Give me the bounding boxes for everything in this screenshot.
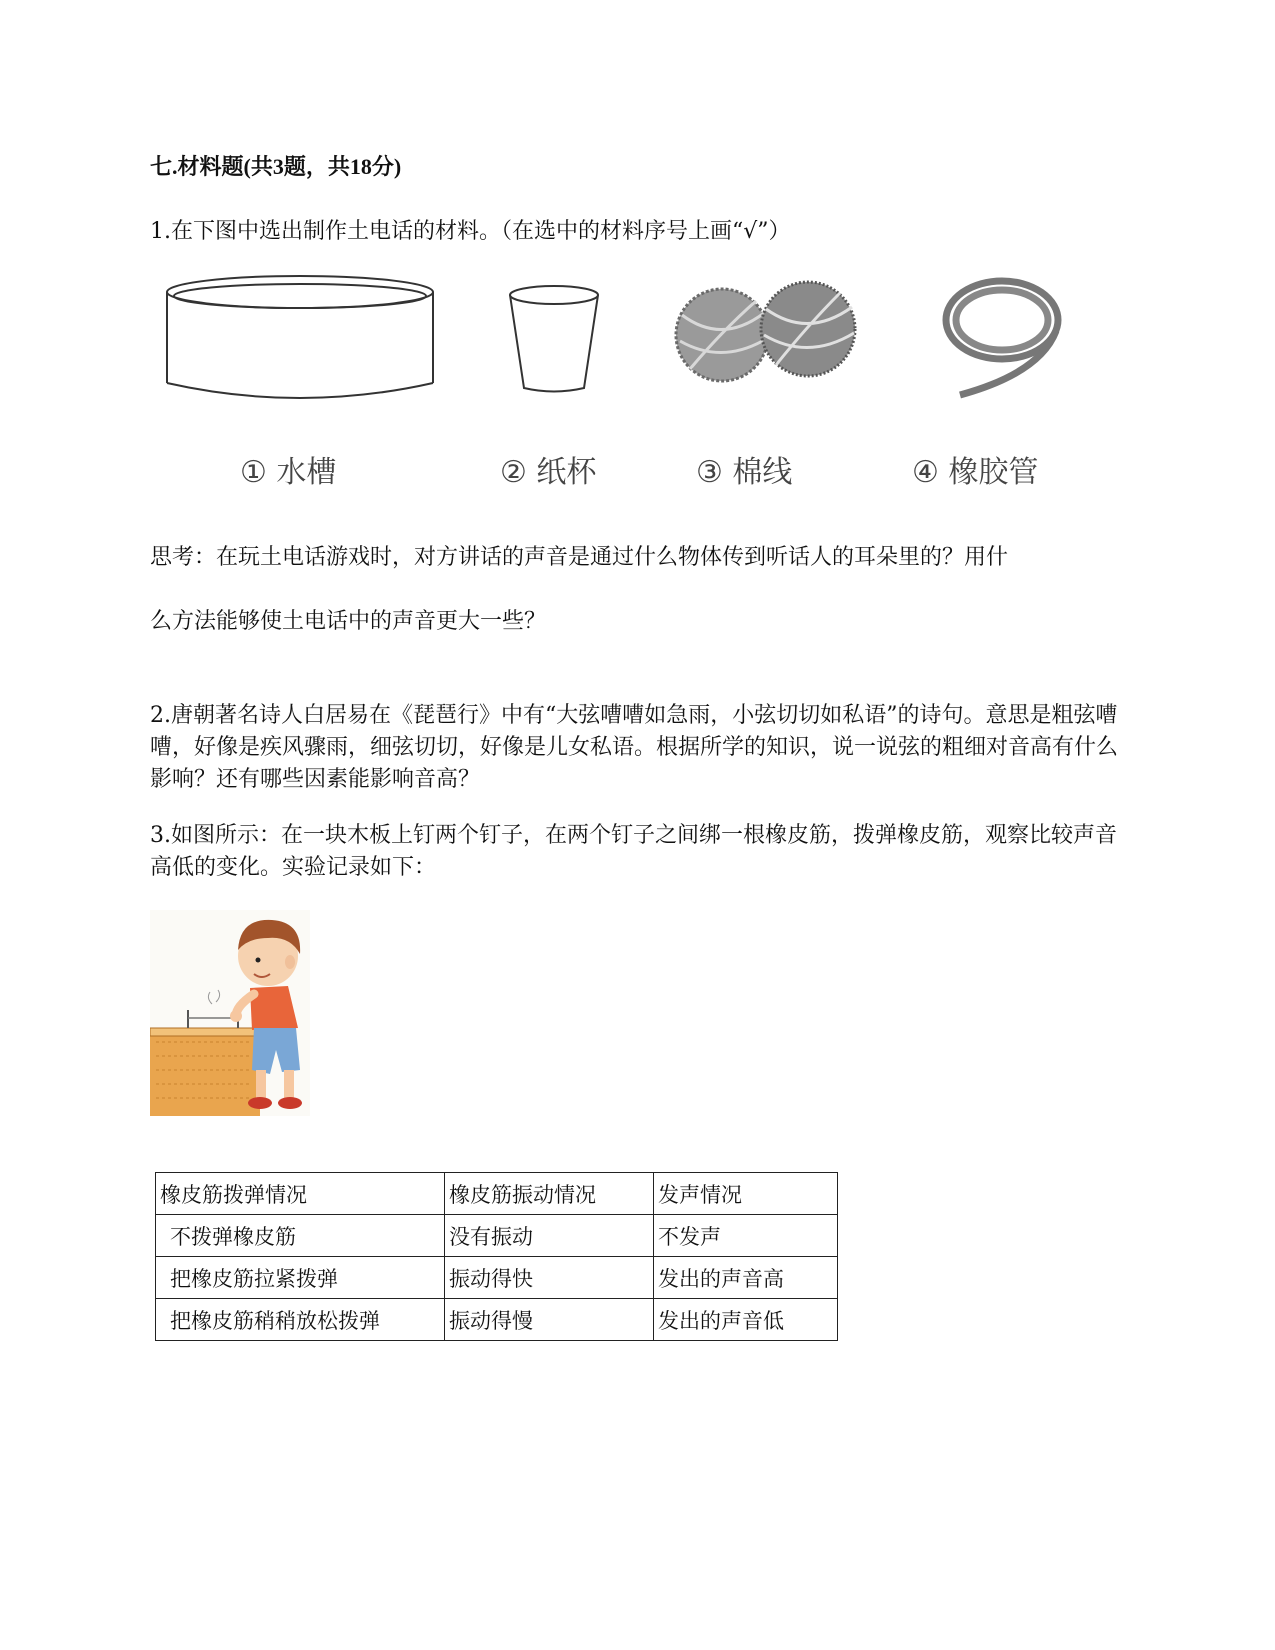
table-header-cell: 发声情况: [654, 1173, 838, 1215]
material-label-1: ① 水槽: [240, 455, 337, 490]
table-cell: 把橡皮筋拉紧拨弹: [156, 1257, 445, 1299]
cotton-thread-icon: [676, 282, 855, 381]
question-2-text: 2.唐朝著名诗人白居易在《琵琶行》中有“大弦嘈嘈如急雨，小弦切切如私语”的诗句。意思是粗弦嘈嘈，好像是疾风骤雨，细弦切切，好像是儿女私语。根据所学的知识，说一说弦的粗细对音高有什么影响？还有哪些因素能影响音高？: [150, 703, 1119, 792]
materials-figure: [160, 265, 1120, 415]
table-cell: 不发声: [654, 1215, 838, 1257]
table-cell: 振动得快: [445, 1257, 654, 1299]
table-cell: 发出的声音低: [654, 1299, 838, 1341]
table-cell: 振动得慢: [445, 1299, 654, 1341]
material-label-4: ④ 橡胶管: [912, 455, 1039, 490]
table-cell: 没有振动: [445, 1215, 654, 1257]
table-cell: 不拨弹橡皮筋: [156, 1215, 445, 1257]
table-header-cell: 橡皮筋拨弹情况: [156, 1173, 445, 1215]
material-label-3: ③ 棉线: [696, 455, 793, 490]
table-header-cell: 橡皮筋振动情况: [445, 1173, 654, 1215]
rubber-tube-icon: [946, 281, 1058, 395]
record-table: [155, 1172, 838, 1341]
table-row: [156, 1257, 838, 1299]
table-header-row: [156, 1173, 838, 1215]
section-title: 七.材料题(共3题，共18分): [150, 154, 402, 179]
think-line-2: 么方法能够使土电话中的声音更大一些？: [150, 609, 547, 634]
think-line-1: 思考：在玩土电话游戏时，对方讲话的声音是通过什么物体传到听话人的耳朵里的？用什: [150, 545, 1009, 570]
boy-plucking-rubber-band-icon: [150, 910, 310, 1116]
table-cell: 把橡皮筋稍稍放松拨弹: [156, 1299, 445, 1341]
table-row: [156, 1215, 838, 1257]
paper-cup-icon: [510, 286, 598, 392]
question-3-text: 3.如图所示：在一块木板上钉两个钉子，在两个钉子之间绑一根橡皮筋，拨弹橡皮筋，观察比较声音高低的变化。实验记录如下：: [150, 823, 1117, 880]
material-label-2: ② 纸杯: [500, 455, 597, 490]
table-row: [156, 1299, 838, 1341]
question-1-text: 1.在下图中选出制作土电话的材料。（在选中的材料序号上画“√”）: [150, 219, 791, 244]
water-tank-icon: [167, 276, 433, 398]
table-cell: 发出的声音高: [654, 1257, 838, 1299]
